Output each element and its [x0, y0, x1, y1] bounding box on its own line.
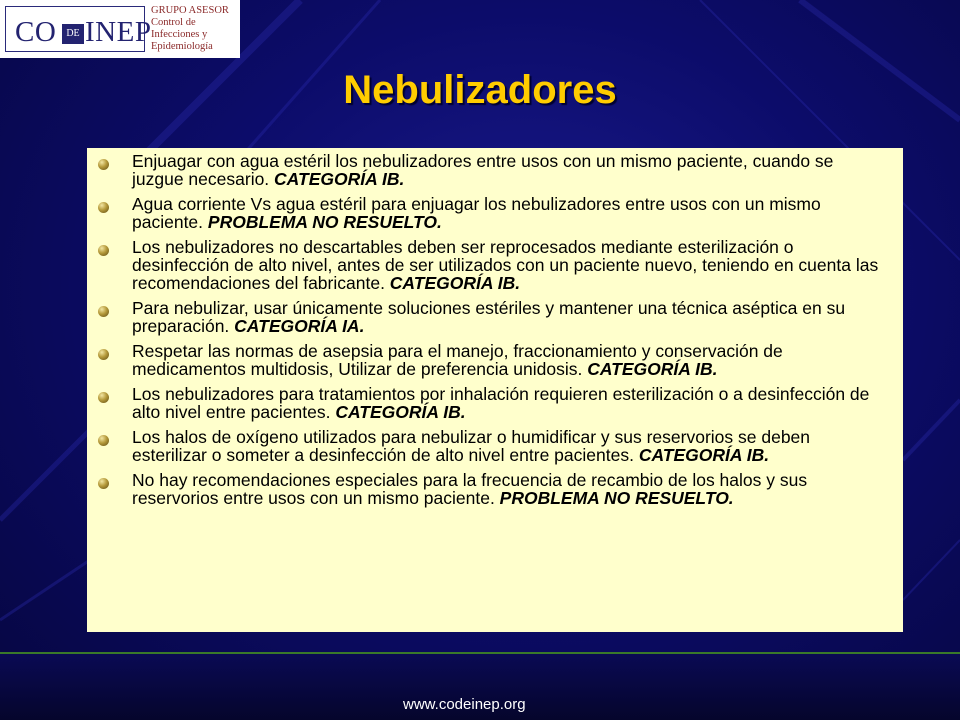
bullet-text: Los nebulizadores para tratamientos por inhalación requieren esterilización o a desinfección de alto nivel entre pacientes.: [132, 384, 870, 422]
bullet-text: Los nebulizadores no descartables deben ser reprocesados mediante esterilización o desinfección de alto nivel, antes de ser utilizados con un paciente nuevo, teniendo en cuenta las recomendaciones del fabricante.: [132, 237, 879, 293]
bullet-category: CATEGORÍA IB.: [389, 273, 521, 293]
content-panel: [87, 148, 903, 632]
bullet-sphere-icon: [98, 478, 109, 489]
bullet-category: CATEGORÍA IB.: [274, 169, 405, 189]
logo-wordmark: [5, 6, 152, 52]
logo-de-text: DE: [62, 24, 84, 44]
footer-url: www.codeinep.org: [403, 696, 526, 713]
bullet-text: Para nebulizar, usar únicamente soluciones estériles y mantener una técnica aséptica en su preparación.: [132, 298, 846, 336]
bullet-list: [87, 148, 903, 507]
page-title: Nebulizadores: [343, 68, 617, 112]
bullet-item: [87, 238, 889, 292]
logo-group-line: Control de: [151, 17, 196, 28]
bullet-text: Respetar las normas de asepsia para el manejo, fraccionamiento y conservación de medicamentos multidosis, Utilizar de preferencia unidosis.: [132, 341, 783, 379]
bullet-category: CATEGORÍA IB.: [587, 359, 718, 379]
bullet-item: [87, 342, 889, 378]
logo-group-line: GRUPO ASESOR: [151, 5, 229, 16]
bullet-sphere-icon: [98, 202, 109, 213]
bullet-category: PROBLEMA NO RESUELTO.: [207, 212, 442, 232]
bullet-sphere-icon: [98, 435, 109, 446]
bullet-item: [87, 428, 889, 464]
bullet-text: No hay recomendaciones especiales para la frecuencia de recambio de los halos y sus reservorios entre usos con un mismo paciente.: [132, 470, 808, 508]
logo-group-text: [151, 5, 239, 53]
bullet-sphere-icon: [98, 306, 109, 317]
bullet-category: CATEGORÍA IA.: [234, 316, 365, 336]
logo-inep-text: INEP: [85, 16, 152, 48]
bullet-item: [87, 385, 889, 421]
bullet-text: Los halos de oxígeno utilizados para nebulizar o humidificar y sus reservorios se deben esterilizar o someter a desinfección de alto nivel entre pacientes.: [132, 427, 811, 465]
bullet-item: [87, 152, 889, 188]
logo-group-line: Epidemiología: [151, 41, 213, 52]
footer-divider: [0, 652, 960, 654]
bullet-category: PROBLEMA NO RESUELTO.: [499, 488, 734, 508]
codeinep-logo: [0, 0, 240, 58]
bullet-category: CATEGORÍA IB.: [638, 445, 770, 465]
logo-group-line: Infecciones y: [151, 29, 208, 40]
bullet-text: Enjuagar con agua estéril los nebulizadores entre usos con un mismo paciente, cuando se juzgue necesario.: [132, 151, 834, 189]
bullet-item: [87, 299, 889, 335]
bullet-item: [87, 471, 889, 507]
bullet-text: Agua corriente Vs agua estéril para enjuagar los nebulizadores entre usos con un mismo paciente.: [132, 194, 821, 232]
bullet-item: [87, 195, 889, 231]
logo-co-text: CO: [15, 16, 57, 48]
bullet-sphere-icon: [98, 159, 109, 170]
bullet-category: CATEGORÍA IB.: [335, 402, 466, 422]
bullet-sphere-icon: [98, 245, 109, 256]
bullet-sphere-icon: [98, 349, 109, 360]
bullet-sphere-icon: [98, 392, 109, 403]
